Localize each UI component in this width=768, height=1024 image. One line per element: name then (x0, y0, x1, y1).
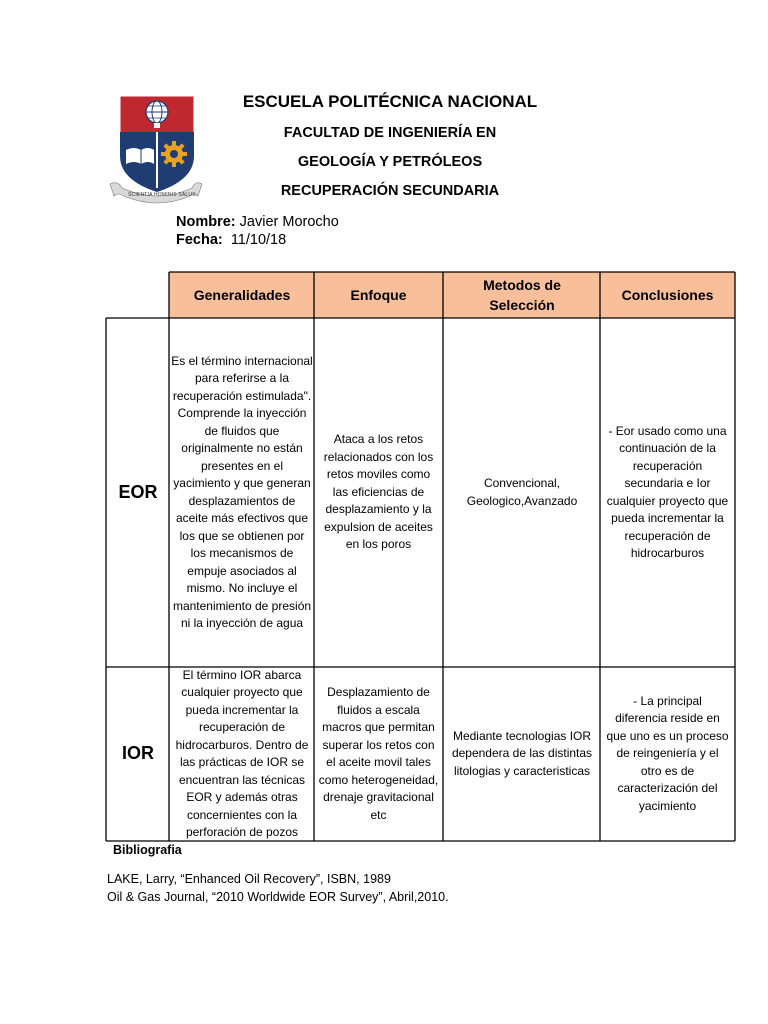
ior-metodos: Mediante tecnologias IOR dependera de las distintas litologias y caracteristicas (451, 728, 593, 778)
row-label-eor: EOR (118, 481, 158, 502)
name-label: Nombre: (176, 214, 236, 230)
eor-conclusiones: - Eor usado como una continuación de la recuperación secundaria e Ior cualquier proyecto que pueda incrementar la recuperación de hidrocarburos (606, 423, 729, 560)
eor-generalidades: Es el término internacional para referirse a la recuperación estimulada". Comprende la inyección de fluidos que originalmente no están presentes en el yacimiento y que generan desplazamientos de aceite más efectivos que los que se obtienen por los mecanismos de empuje asociados al mismo. No incluye el mantenimiento de presión ni la inyección de agua (171, 353, 313, 630)
row-label-ior: IOR (121, 743, 154, 764)
date-label: Fecha: (176, 232, 223, 248)
header-enfoque: Enfoque (314, 272, 443, 318)
header-generalidades: Generalidades (169, 272, 315, 318)
ior-conclusiones: - La principal diferencia reside en que uno es un proceso de reingeniería y el otro es de caracterización del yacimiento (606, 693, 729, 813)
header-conclusiones: Conclusiones (600, 272, 735, 318)
bibliography-title: Bibliografia (113, 843, 182, 857)
logo-motto: SCIENTIA HOMINIS SALUS (128, 192, 196, 198)
student-name-line (176, 214, 339, 230)
faculty-line-2: GEOLOGÍA Y PETRÓLEOS (297, 154, 483, 170)
eor-metodos: Convencional, Geologico,Avanzado (466, 476, 578, 508)
name-value: Javier Morocho (239, 214, 339, 230)
faculty-line-1: FACULTAD DE INGENIERÍA EN (283, 125, 497, 141)
course-title: RECUPERACIÓN SECUNDARIA (280, 183, 500, 199)
bibliography-entry: Oil & Gas Journal, “2010 Worldwide EOR Survey”, Abril,2010. (107, 890, 449, 904)
date-value: 11/10/18 (230, 232, 287, 248)
eor-enfoque: Ataca a los retos relacionados con los retos moviles como las eficiencias de desplazamiento y la expulsion de aceites en los poros (323, 432, 434, 552)
header-metodos: Metodos de Selección (443, 272, 601, 318)
date-line (176, 232, 286, 248)
bibliography-entry: LAKE, Larry, “Enhanced Oil Recovery”, ISBN, 1989 (107, 872, 391, 886)
institution-title: ESCUELA POLITÉCNICA NACIONAL (242, 92, 538, 111)
ior-generalidades: El término IOR abarca cualquier proyecto que pueda incrementar la recuperación de hidrocarburos. Dentro de las prácticas de IOR se encuentran las técnicas EOR y además otras concernientes con la perforación de pozos (175, 667, 309, 839)
ior-enfoque: Desplazamiento de fluidos a escala macros que permitan superar los retos con el aceite movil tales como heterogeneidad, drenaje gravitacional etc (318, 685, 439, 822)
